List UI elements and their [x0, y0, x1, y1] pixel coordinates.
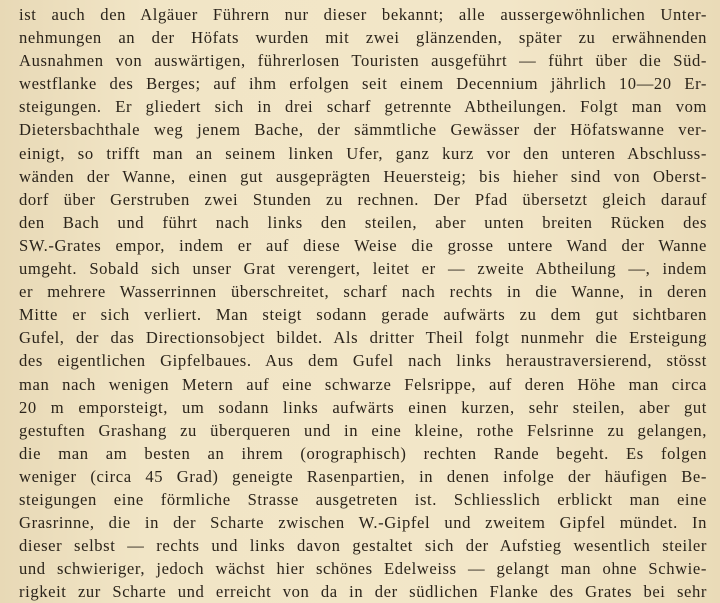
text-line: 20 m emporsteigt, um sodann links aufwärts einen kurzen, sehr steilen, aber gut [19, 397, 707, 417]
text-line: westflanke des Berges; auf ihm erfolgen seit einem Decennium jährlich 10—20 Er- [19, 74, 707, 94]
text-line: SW.-Grates empor, indem er auf diese Weise die grosse untere Wand der Wanne [19, 235, 707, 255]
text-line: wänden der Wanne, einen gut ausgeprägten Heuersteig; bis hieher sind von Oberst- [19, 166, 707, 186]
text-line: die man am besten an ihrem (orographisch) rechten Rande begeht. Es folgen [19, 443, 707, 463]
text-line: dieser selbst — rechts und links davon gestaltet sich der Aufstieg wesentlich steiler [19, 536, 707, 556]
text-line: er mehrere Wasserrinnen überschreitet, scharf nach rechts in die Wanne, in deren [19, 282, 707, 302]
text-line: weniger (circa 45 Grad) geneigte Rasenpartien, in denen infolge der häufigen Be- [19, 466, 707, 486]
text-line: Grasrinne, die in der Scharte zwischen W.-Gipfel und zweitem Gipfel mündet. In [19, 513, 707, 533]
text-line: man nach wenigen Metern auf eine schwarze Felsrippe, auf deren Höhe man circa [19, 374, 707, 394]
text-line: gestuften Grashang zu überqueren und in eine kleine, rothe Felsrinne zu gelangen, [19, 420, 707, 440]
text-line: rigkeit zur Scharte und erreicht von da in der südlichen Flanke des Grates bei sehr [19, 582, 707, 602]
text-line: Dietersbachthale weg jenem Bache, der sämmtliche Gewässer der Höfatswanne ver- [19, 120, 707, 140]
text-line: Mitte er sich verliert. Man steigt sodann gerade aufwärts zu dem gut sichtbaren [19, 305, 707, 325]
text-line: nehmungen an der Höfats wurden mit zwei glänzenden, später zu erwähnenden [19, 28, 707, 48]
text-line: einigt, so trifft man an seinem linken Ufer, ganz kurz vor den unteren Abschluss- [19, 143, 707, 163]
text-line: Ausnahmen von auswärtigen, führerlosen Touristen ausgeführt — führt über die Süd- [19, 51, 707, 71]
body-text [19, 3, 707, 603]
text-line: den Bach und führt nach links den steilen, aber unten breiten Rücken des [19, 212, 707, 232]
text-line: umgeht. Sobald sich unser Grat verengert, leitet er — zweite Abtheilung —, indem [19, 259, 707, 279]
text-line: ist auch den Algäuer Führern nur dieser bekannt; alle aussergewöhnlichen Unter- [19, 5, 707, 24]
text-line: und schwieriger, jedoch wächst hier schönes Edelweiss — gelangt man ohne Schwie- [19, 559, 707, 579]
text-line: des eigentlichen Gipfelbaues. Aus dem Gufel nach links heraustraversierend, stösst [19, 351, 707, 371]
text-line: steigungen eine förmliche Strasse ausgetreten ist. Schliesslich erblickt man eine [19, 489, 707, 509]
text-line: Gufel, der das Directionsobject bildet. Als dritter Theil folgt nunmehr die Ersteigung [19, 328, 707, 348]
text-line: dorf über Gerstruben zwei Stunden zu rechnen. Der Pfad übersetzt gleich darauf [19, 189, 707, 209]
text-line: steigungen. Er gliedert sich in drei scharf getrennte Abtheilungen. Folgt man vom [19, 97, 707, 117]
